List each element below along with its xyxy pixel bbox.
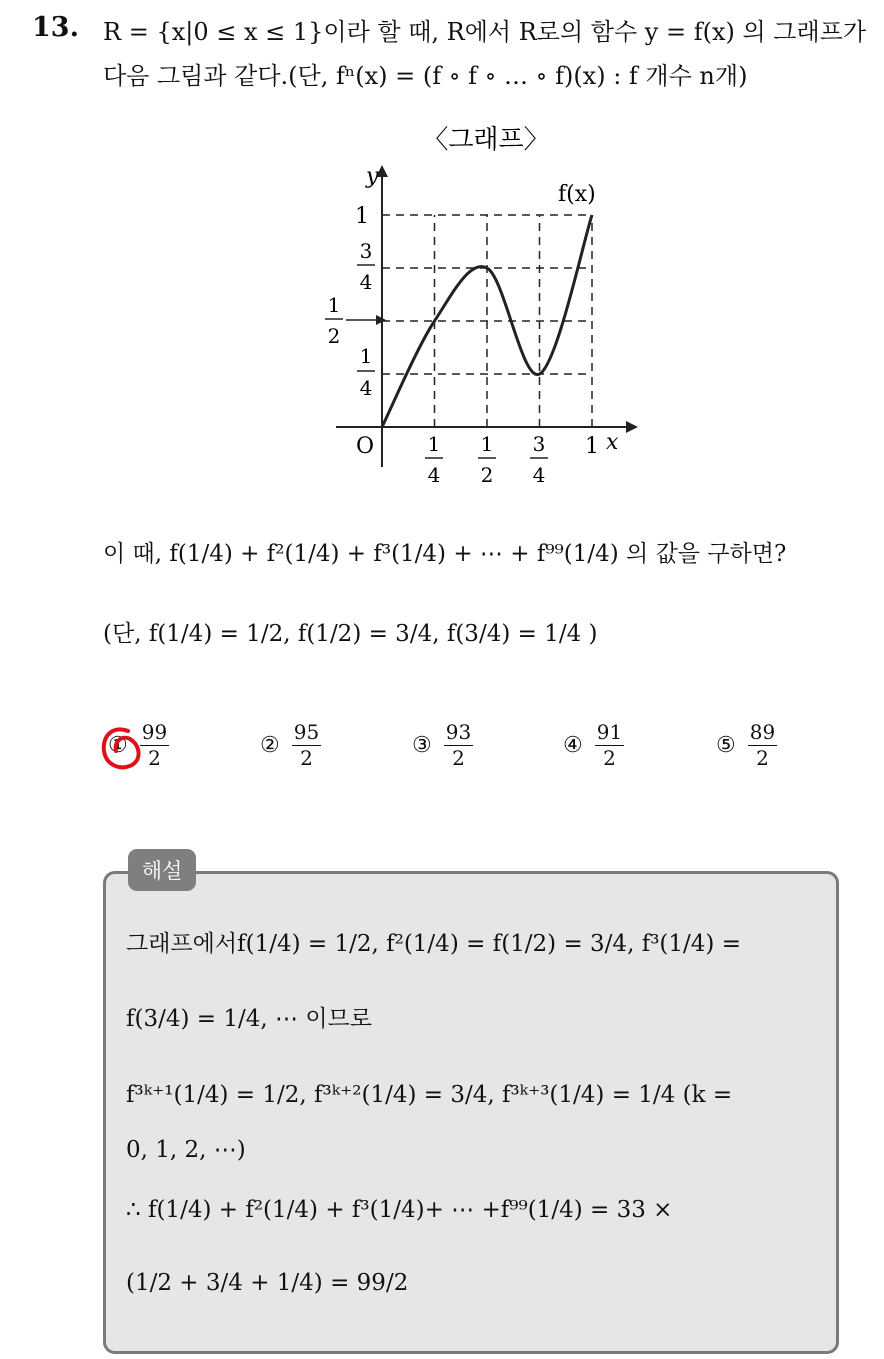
solution-line-1: 그래프에서f(1/4) = 1/2, f²(1/4) = f(1/2) = 3/4, f³(1/4) = (126, 931, 741, 957)
choice-value: $\frac{99}{2}$ (141, 720, 168, 770)
svg-text:3: 3 (359, 239, 373, 263)
ask-suffix: 의 값을 구하면? (626, 541, 787, 567)
svg-text:2: 2 (480, 463, 494, 487)
solution-line-4: 0, 1, 2, ⋯) (126, 1137, 246, 1163)
x-tick-3-4 (530, 432, 548, 487)
svg-text:4: 4 (427, 463, 441, 487)
svg-text:4: 4 (359, 376, 373, 400)
choice-value: $\frac{93}{2}$ (445, 720, 472, 770)
svg-text:1: 1 (327, 293, 341, 317)
choice-mark: ③ (412, 733, 432, 758)
x-axis-label: x (606, 430, 619, 455)
x-axis-arrow-icon (626, 421, 638, 433)
y-tick-1-4 (357, 344, 375, 400)
choice-3[interactable] (412, 722, 473, 769)
solution-line-6: (1/2 + 3/4 + 1/4) = 99/2 (126, 1270, 409, 1296)
choice-5[interactable] (716, 722, 777, 769)
svg-text:3: 3 (532, 432, 546, 456)
graph-title: 〈그래프〉 (422, 125, 550, 155)
svg-text:1: 1 (427, 432, 441, 456)
solution-tag: 해설 (128, 849, 196, 891)
svg-text:1: 1 (359, 344, 373, 368)
y-axis-label: y (366, 164, 379, 189)
ask-expression: f(1/4) + f²(1/4) + f³(1/4) + ⋯ + f⁹⁹(1/4) (169, 541, 619, 567)
y-tick-1-2 (325, 293, 386, 348)
solution-line-3: f³ᵏ⁺¹(1/4) = 1/2, f³ᵏ⁺²(1/4) = 3/4, f³ᵏ⁺³(1/4) = 1/4 (k = (126, 1082, 733, 1108)
problem-given: (단, f(1/4) = 1/2, f(1/2) = 3/4, f(3/4) = 1/4 ) (103, 621, 598, 647)
choice-value: $\frac{95}{2}$ (293, 720, 320, 770)
x-tick-1-2 (478, 432, 496, 487)
choice-2[interactable] (260, 722, 321, 769)
dashed-guides (382, 215, 592, 427)
svg-text:4: 4 (532, 463, 546, 487)
origin-label: O (356, 434, 375, 459)
solution-line-2: f(3/4) = 1/4, ⋯ 이므로 (126, 1006, 372, 1032)
choice-1[interactable] (108, 722, 169, 769)
choice-mark: ② (260, 733, 280, 758)
problem-ask (103, 535, 786, 568)
x-tick-1-4 (425, 432, 443, 487)
choice-value: $\frac{89}{2}$ (749, 720, 776, 770)
svg-text:4: 4 (359, 270, 373, 294)
choice-mark: ⑤ (716, 733, 736, 758)
x-tick-1: 1 (585, 434, 599, 459)
solution-line-5: ∴ f(1/4) + f²(1/4) + f³(1/4)+ ⋯ +f⁹⁹(1/4) = 33 × (126, 1197, 673, 1223)
curve-label: f(x) (558, 182, 596, 207)
svg-text:2: 2 (327, 324, 341, 348)
function-graph (300, 115, 660, 495)
question-line-2: 다음 그림과 같다.(단, fⁿ(x) = (f ∘ f ∘ … ∘ f)(x) : f 개수 n개) (103, 62, 748, 90)
answer-circle-icon (100, 723, 146, 775)
choice-mark: ① (108, 733, 128, 758)
question-number: 13. (32, 12, 79, 43)
ask-prefix: 이 때, (103, 541, 163, 567)
svg-text:1: 1 (480, 432, 494, 456)
choice-mark: ④ (563, 733, 583, 758)
question-line-1: R = {x|0 ≤ x ≤ 1}이라 할 때, R에서 R로의 함수 y = f(x) 의 그래프가 (103, 18, 867, 46)
choice-4[interactable] (563, 722, 624, 769)
y-tick-1: 1 (355, 204, 369, 229)
y-tick-3-4 (357, 239, 375, 294)
choice-value: $\frac{91}{2}$ (596, 720, 623, 770)
